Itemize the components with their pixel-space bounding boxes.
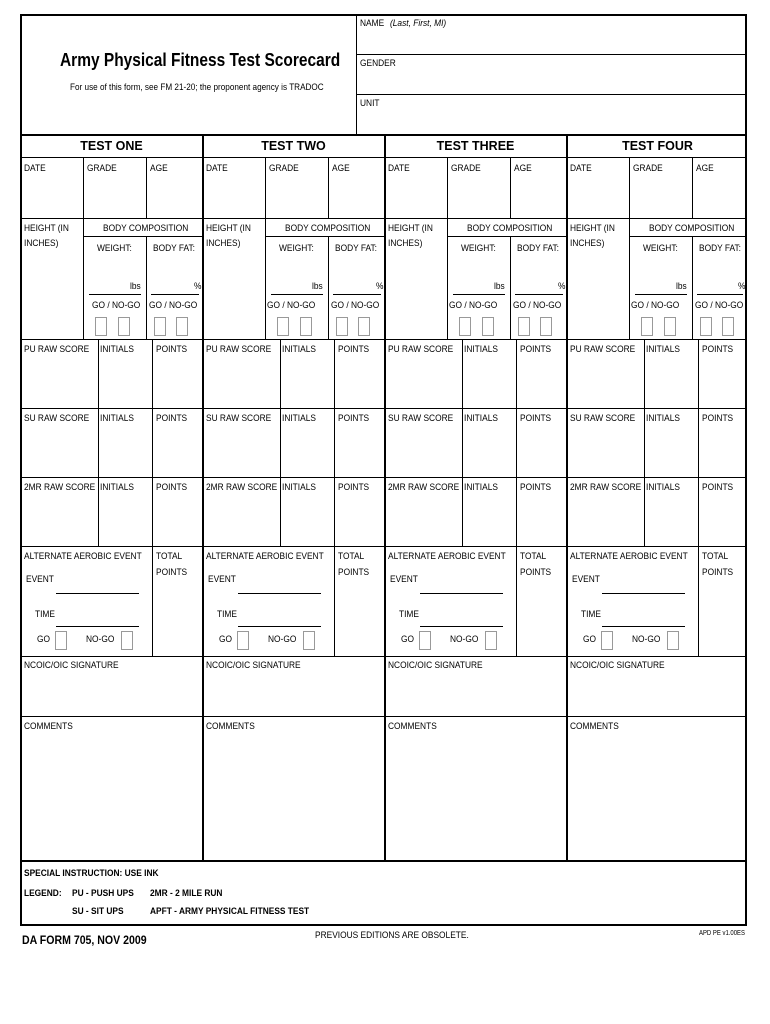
legend-apft: APFT - ARMY PHYSICAL FITNESS TEST: [150, 906, 310, 917]
time-input-line[interactable]: [602, 626, 685, 627]
col-line: [265, 158, 266, 218]
bodyfat-go-checkbox[interactable]: [518, 317, 530, 336]
grade-label[interactable]: GRADE: [451, 163, 481, 174]
gender-label[interactable]: GENDER: [360, 58, 396, 69]
body-comp-label: BODY COMPOSITION: [649, 223, 735, 234]
bodyfat-nogo-checkbox[interactable]: [176, 317, 188, 336]
event-input-line[interactable]: [56, 593, 139, 594]
weight-nogo-checkbox[interactable]: [118, 317, 130, 336]
weight-input-line[interactable]: [89, 294, 141, 295]
bodyfat-input-line[interactable]: [333, 294, 381, 295]
su-raw-label[interactable]: SU RAW SCORE: [24, 413, 90, 424]
pu-raw-label[interactable]: PU RAW SCORE: [206, 344, 272, 355]
height-label-2: INCHES): [570, 238, 605, 249]
comments-label[interactable]: COMMENTS: [24, 721, 73, 732]
col-line: [146, 237, 147, 339]
su-initials-label[interactable]: INITIALS: [464, 413, 498, 424]
col-line: [83, 219, 84, 339]
height-label-1: HEIGHT (IN: [24, 223, 69, 234]
pct-label: %: [376, 281, 384, 292]
unit-label[interactable]: UNIT: [360, 98, 380, 109]
pu-points-label[interactable]: POINTS: [338, 344, 370, 355]
col-line: [692, 237, 693, 339]
event-input-line[interactable]: [602, 593, 685, 594]
event-input-line[interactable]: [420, 593, 503, 594]
body-fat-label: BODY FAT:: [517, 243, 559, 254]
pu-points-label[interactable]: POINTS: [520, 344, 552, 355]
body-comp-label: BODY COMPOSITION: [467, 223, 553, 234]
height-label-2: INCHES): [24, 238, 59, 249]
event-label: EVENT: [208, 574, 236, 585]
pu-raw-label[interactable]: PU RAW SCORE: [570, 344, 636, 355]
bodyfat-go-checkbox[interactable]: [154, 317, 166, 336]
bodyfat-input-line[interactable]: [151, 294, 199, 295]
weight-nogo-checkbox[interactable]: [482, 317, 494, 336]
go-label: GO: [219, 634, 233, 645]
ncoic-label[interactable]: NCOIC/OIC SIGNATURE: [206, 660, 301, 671]
comments-label[interactable]: COMMENTS: [206, 721, 255, 732]
bodyfat-go-nogo: GO / NO-GO: [513, 300, 562, 311]
comments-label[interactable]: COMMENTS: [570, 721, 619, 732]
su-raw-label[interactable]: SU RAW SCORE: [570, 413, 636, 424]
event-input-line[interactable]: [238, 593, 321, 594]
col-line: [510, 158, 511, 218]
date-label[interactable]: DATE: [570, 163, 592, 174]
age-label[interactable]: AGE: [332, 163, 350, 174]
time-label: TIME: [399, 609, 419, 620]
col-line: [328, 158, 329, 218]
bodyfat-nogo-checkbox[interactable]: [722, 317, 734, 336]
date-label[interactable]: DATE: [24, 163, 46, 174]
weight-go-nogo: GO / NO-GO: [449, 300, 498, 311]
bodyfat-go-nogo: GO / NO-GO: [149, 300, 198, 311]
pu-points-label[interactable]: POINTS: [702, 344, 734, 355]
su-initials-label[interactable]: INITIALS: [282, 413, 316, 424]
weight-go-nogo: GO / NO-GO: [92, 300, 141, 311]
legend-pu: PU - PUSH UPS: [72, 888, 134, 899]
age-label[interactable]: AGE: [150, 163, 168, 174]
time-input-line[interactable]: [420, 626, 503, 627]
mr-initials-label[interactable]: INITIALS: [464, 482, 498, 493]
go-label: GO: [401, 634, 415, 645]
pu-raw-label[interactable]: PU RAW SCORE: [24, 344, 90, 355]
su-initials-label[interactable]: INITIALS: [646, 413, 680, 424]
lbs-label: lbs: [312, 281, 323, 292]
body-comp-label: BODY COMPOSITION: [285, 223, 371, 234]
version-note: APD PE v1.00ES: [699, 930, 745, 937]
event-label: EVENT: [390, 574, 418, 585]
weight-input-line[interactable]: [271, 294, 323, 295]
test-divider-1: [202, 135, 204, 861]
mr-points-label[interactable]: POINTS: [702, 482, 734, 493]
total-label-1: TOTAL: [156, 551, 183, 562]
form-title: Army Physical Fitness Test Scorecard: [60, 50, 341, 70]
body-fat-label: BODY FAT:: [335, 243, 377, 254]
time-input-line[interactable]: [238, 626, 321, 627]
mr-points-label[interactable]: POINTS: [338, 482, 370, 493]
body-fat-label: BODY FAT:: [153, 243, 195, 254]
su-raw-label[interactable]: SU RAW SCORE: [388, 413, 454, 424]
weight-input-line[interactable]: [453, 294, 505, 295]
weight-nogo-checkbox[interactable]: [300, 317, 312, 336]
total-label-1: TOTAL: [338, 551, 365, 562]
su-points-label[interactable]: POINTS: [156, 413, 188, 424]
nogo-label: NO-GO: [86, 634, 115, 645]
test-divider-3: [566, 135, 568, 861]
bodyfat-nogo-checkbox[interactable]: [540, 317, 552, 336]
event-label: EVENT: [26, 574, 54, 585]
comments-label[interactable]: COMMENTS: [388, 721, 437, 732]
col-line: [334, 547, 335, 656]
bodyfat-go-checkbox[interactable]: [336, 317, 348, 336]
event-label: EVENT: [572, 574, 600, 585]
bodycomp-line: [84, 236, 202, 237]
time-label: TIME: [35, 609, 55, 620]
name-field[interactable]: [360, 18, 446, 29]
height-label-2: INCHES): [388, 238, 423, 249]
alt-event-label: ALTERNATE AEROBIC EVENT: [388, 551, 506, 562]
pu-points-label[interactable]: POINTS: [156, 344, 188, 355]
form-subtitle: For use of this form, see FM 21-20; the proponent agency is TRADOC: [70, 82, 324, 93]
pu-initials-label[interactable]: INITIALS: [464, 344, 498, 355]
col-line: [98, 340, 99, 546]
col-line: [698, 547, 699, 656]
ncoic-label[interactable]: NCOIC/OIC SIGNATURE: [570, 660, 665, 671]
bodycomp-line: [630, 236, 746, 237]
name-field-bottom: [357, 54, 746, 55]
special-instruction: SPECIAL INSTRUCTION: USE INK: [24, 868, 159, 879]
col-line: [328, 237, 329, 339]
total-label-2: POINTS: [520, 567, 552, 578]
legend-2mr: 2MR - 2 MILE RUN: [150, 888, 223, 899]
mr-raw-label[interactable]: 2MR RAW SCORE: [206, 482, 278, 493]
bodyfat-nogo-checkbox[interactable]: [358, 317, 370, 336]
nogo-label: NO-GO: [450, 634, 479, 645]
weight-go-checkbox[interactable]: [459, 317, 471, 336]
col-line: [152, 340, 153, 546]
weight-label: WEIGHT:: [97, 243, 132, 254]
su-initials-label[interactable]: INITIALS: [100, 413, 134, 424]
height-label-2: INCHES): [206, 238, 241, 249]
weight-go-checkbox[interactable]: [641, 317, 653, 336]
su-points-label[interactable]: POINTS: [520, 413, 552, 424]
bodycomp-line: [448, 236, 566, 237]
grade-label[interactable]: GRADE: [633, 163, 663, 174]
legend-label: LEGEND:: [24, 888, 62, 899]
col-line: [146, 158, 147, 218]
name-hint: (Last, First, MI): [390, 18, 447, 29]
alt-nogo-checkbox[interactable]: [121, 631, 133, 650]
name-label: NAME: [360, 18, 385, 29]
total-label-2: POINTS: [338, 567, 370, 578]
col-line: [334, 340, 335, 546]
bodyfat-input-line[interactable]: [697, 294, 743, 295]
col-line: [644, 340, 645, 546]
alt-go-checkbox[interactable]: [601, 631, 613, 650]
col-line: [692, 158, 693, 218]
go-label: GO: [37, 634, 51, 645]
total-label-2: POINTS: [702, 567, 734, 578]
alt-event-label: ALTERNATE AEROBIC EVENT: [570, 551, 688, 562]
col-line: [265, 219, 266, 339]
weight-label: WEIGHT:: [461, 243, 496, 254]
weight-go-nogo: GO / NO-GO: [631, 300, 680, 311]
lbs-label: lbs: [676, 281, 687, 292]
mr-raw-label[interactable]: 2MR RAW SCORE: [388, 482, 460, 493]
date-label[interactable]: DATE: [388, 163, 410, 174]
body-comp-label: BODY COMPOSITION: [103, 223, 189, 234]
weight-input-line[interactable]: [635, 294, 687, 295]
age-label[interactable]: AGE: [696, 163, 714, 174]
bodyfat-go-checkbox[interactable]: [700, 317, 712, 336]
gender-field-bottom: [357, 94, 746, 95]
height-label-1: HEIGHT (IN: [206, 223, 251, 234]
legend-su: SU - SIT UPS: [72, 906, 124, 917]
age-label[interactable]: AGE: [514, 163, 532, 174]
header-divider: [356, 15, 357, 135]
weight-label: WEIGHT:: [279, 243, 314, 254]
su-points-label[interactable]: POINTS: [702, 413, 734, 424]
total-label-2: POINTS: [156, 567, 188, 578]
alt-nogo-checkbox[interactable]: [303, 631, 315, 650]
test-title: TEST TWO: [261, 139, 326, 153]
weight-go-nogo: GO / NO-GO: [267, 300, 316, 311]
test-divider-2: [384, 135, 386, 861]
weight-go-checkbox[interactable]: [277, 317, 289, 336]
bodyfat-go-nogo: GO / NO-GO: [695, 300, 744, 311]
obsolete-note: PREVIOUS EDITIONS ARE OBSOLETE.: [315, 930, 469, 941]
ncoic-label[interactable]: NCOIC/OIC SIGNATURE: [24, 660, 119, 671]
pu-raw-label[interactable]: PU RAW SCORE: [388, 344, 454, 355]
date-label[interactable]: DATE: [206, 163, 228, 174]
weight-nogo-checkbox[interactable]: [664, 317, 676, 336]
bodyfat-go-nogo: GO / NO-GO: [331, 300, 380, 311]
col-line: [516, 340, 517, 546]
col-line: [462, 340, 463, 546]
pu-initials-label[interactable]: INITIALS: [646, 344, 680, 355]
total-label-1: TOTAL: [520, 551, 547, 562]
col-line: [629, 219, 630, 339]
nogo-label: NO-GO: [268, 634, 297, 645]
lbs-label: lbs: [494, 281, 505, 292]
alt-nogo-checkbox[interactable]: [485, 631, 497, 650]
alt-go-checkbox[interactable]: [237, 631, 249, 650]
alt-go-checkbox[interactable]: [419, 631, 431, 650]
grade-label[interactable]: GRADE: [87, 163, 117, 174]
col-line: [280, 340, 281, 546]
bodycomp-line: [266, 236, 384, 237]
pu-initials-label[interactable]: INITIALS: [100, 344, 134, 355]
total-label-1: TOTAL: [702, 551, 729, 562]
pct-label: %: [738, 281, 746, 292]
mr-points-label[interactable]: POINTS: [520, 482, 552, 493]
mr-initials-label[interactable]: INITIALS: [282, 482, 316, 493]
form-id: DA FORM 705, NOV 2009: [22, 933, 147, 947]
col-line: [447, 158, 448, 218]
height-label-1: HEIGHT (IN: [388, 223, 433, 234]
su-raw-label[interactable]: SU RAW SCORE: [206, 413, 272, 424]
height-label-1: HEIGHT (IN: [570, 223, 615, 234]
bodyfat-input-line[interactable]: [515, 294, 563, 295]
su-points-label[interactable]: POINTS: [338, 413, 370, 424]
alt-go-checkbox[interactable]: [55, 631, 67, 650]
go-label: GO: [583, 634, 597, 645]
pu-initials-label[interactable]: INITIALS: [282, 344, 316, 355]
grade-label[interactable]: GRADE: [269, 163, 299, 174]
mr-points-label[interactable]: POINTS: [156, 482, 188, 493]
body-fat-label: BODY FAT:: [699, 243, 741, 254]
test-title: TEST FOUR: [622, 139, 693, 153]
col-line: [629, 158, 630, 218]
ncoic-label[interactable]: NCOIC/OIC SIGNATURE: [388, 660, 483, 671]
alt-nogo-checkbox[interactable]: [667, 631, 679, 650]
weight-go-checkbox[interactable]: [95, 317, 107, 336]
weight-label: WEIGHT:: [643, 243, 678, 254]
pct-label: %: [558, 281, 566, 292]
col-line: [83, 158, 84, 218]
time-label: TIME: [581, 609, 601, 620]
mr-raw-label[interactable]: 2MR RAW SCORE: [24, 482, 96, 493]
lbs-label: lbs: [130, 281, 141, 292]
col-line: [447, 219, 448, 339]
col-line: [152, 547, 153, 656]
test-title: TEST THREE: [436, 139, 515, 153]
col-line: [510, 237, 511, 339]
nogo-label: NO-GO: [632, 634, 661, 645]
pct-label: %: [194, 281, 202, 292]
test-title: TEST ONE: [80, 139, 143, 153]
alt-event-label: ALTERNATE AEROBIC EVENT: [206, 551, 324, 562]
col-line: [516, 547, 517, 656]
mr-initials-label[interactable]: INITIALS: [100, 482, 134, 493]
alt-event-label: ALTERNATE AEROBIC EVENT: [24, 551, 142, 562]
mr-raw-label[interactable]: 2MR RAW SCORE: [570, 482, 642, 493]
col-line: [698, 340, 699, 546]
mr-initials-label[interactable]: INITIALS: [646, 482, 680, 493]
time-input-line[interactable]: [56, 626, 139, 627]
time-label: TIME: [217, 609, 237, 620]
